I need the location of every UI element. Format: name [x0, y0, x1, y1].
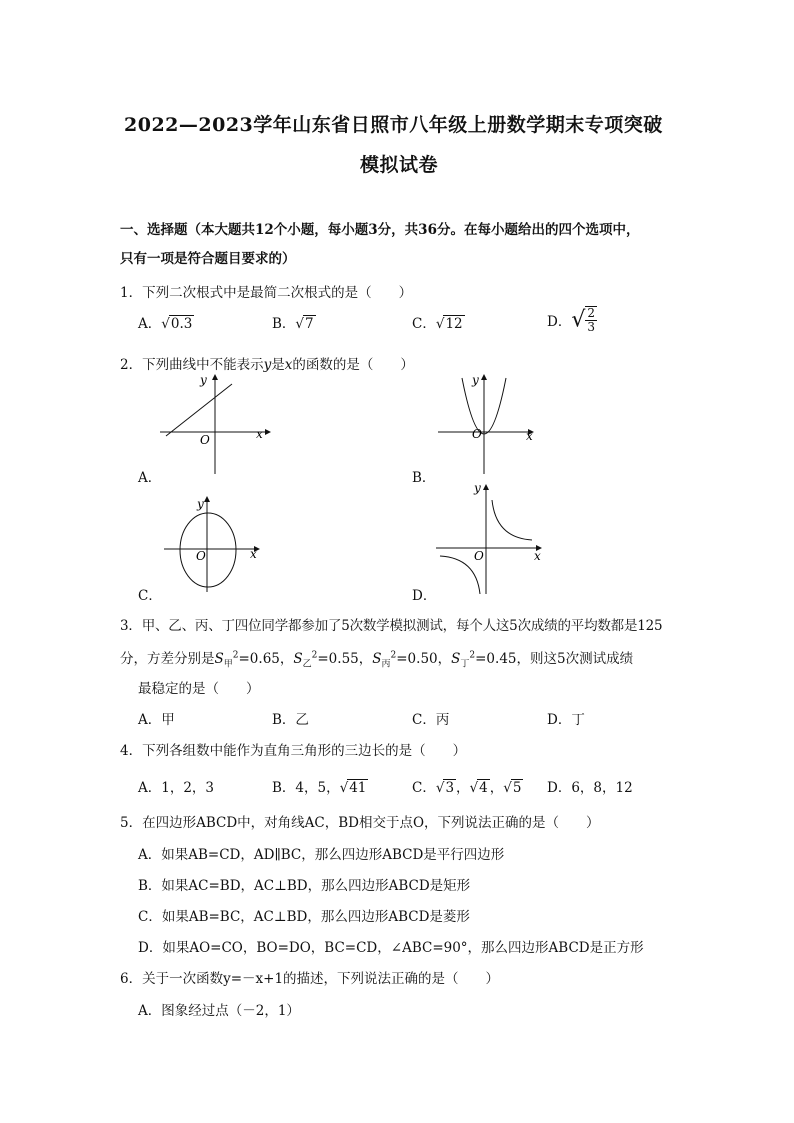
superscript: 2	[311, 650, 318, 661]
variance-symbol: S	[293, 651, 303, 667]
graph-c-ellipse	[160, 494, 270, 594]
sqrt-expression: √0.3	[161, 316, 193, 332]
stem-text: 分，方差分别是	[120, 651, 215, 667]
question-3-line3: 最稳定的是（ ）	[138, 681, 260, 697]
radicand: 5	[512, 780, 522, 796]
q1-option-a	[138, 312, 194, 332]
document-title: 2022—2023学年山东省日照市八年级上册数学期末专项突破	[124, 114, 663, 136]
question-2-stem	[120, 353, 414, 373]
axis-x-label: x	[256, 427, 263, 441]
var-x: x	[284, 357, 293, 373]
subscript: 丁	[460, 659, 470, 670]
sqrt-expression: √41	[339, 780, 367, 796]
graph-b-parabola	[432, 372, 542, 477]
q2-option-c-label: C．	[138, 588, 162, 604]
q5-option-d: D．如果AO=CO，BO=DO，BC=CD，∠ABC=90°，那么四边形ABCD是正方形	[138, 940, 644, 956]
q5-option-c: C．如果AB=BC，AC⊥BD，那么四边形ABCD是菱形	[138, 909, 470, 925]
variance-value: =0.55，	[317, 651, 373, 667]
q2-option-a-label: A．	[138, 470, 162, 486]
axis-x-label: x	[534, 549, 541, 563]
q6-option-a: A．图象经过点（－2，1）	[138, 1003, 300, 1019]
q3-option-b: B．乙	[272, 712, 309, 728]
stem-text: 2．下列曲线中不能表示	[120, 357, 264, 373]
subscript: 丙	[381, 659, 391, 670]
q4-option-a: A．1，2，3	[138, 780, 215, 796]
option-label: D．	[547, 314, 572, 330]
option-label: C．	[412, 780, 436, 796]
q4-option-c	[412, 776, 523, 796]
question-6-stem: 6．关于一次函数y=－x+1的描述，下列说法正确的是（ ）	[120, 971, 500, 987]
q2-option-d-label: D．	[412, 588, 437, 604]
superscript: 2	[390, 650, 397, 661]
variance-value: =0.50，	[396, 651, 452, 667]
variance-symbol: S	[372, 651, 382, 667]
axis-y-label: y	[200, 373, 207, 387]
superscript: 2	[469, 650, 476, 661]
stem-text: 的函数的是（ ）	[292, 357, 414, 373]
q3-option-d: D．丁	[547, 712, 585, 728]
radicand: 41	[349, 780, 367, 796]
radicand: 3	[445, 780, 455, 796]
graph-a-line	[160, 372, 275, 477]
fraction	[585, 306, 597, 334]
radicand: 12	[445, 316, 463, 332]
document-title-line2: 模拟试卷	[360, 154, 439, 176]
origin-label: O	[472, 427, 482, 441]
option-label: C．	[412, 316, 436, 332]
axis-y-label: y	[474, 482, 481, 495]
question-4-stem: 4．下列各组数中能作为直角三角形的三边长的是（ ）	[120, 743, 467, 759]
q1-option-c	[412, 312, 465, 332]
separator: ，	[456, 780, 470, 796]
sqrt-sign: √	[571, 307, 586, 333]
sqrt-expression: √7	[295, 316, 314, 332]
graph-d-hyperbola	[432, 482, 547, 597]
q3-option-a: A．甲	[138, 712, 175, 728]
variance-symbol: S	[214, 651, 224, 667]
origin-label: O	[474, 549, 484, 563]
q1-option-d	[547, 306, 597, 334]
option-label: A．	[138, 316, 162, 332]
axis-y-label: y	[472, 373, 479, 387]
q4-option-d: D．6，8，12	[547, 780, 633, 796]
radicand: 7	[305, 316, 314, 332]
q5-option-a: A．如果AB=CD，AD∥BC，那么四边形ABCD是平行四边形	[138, 847, 505, 863]
superscript: 2	[232, 650, 239, 661]
q5-option-b: B．如果AC=BD，AC⊥BD，那么四边形ABCD是矩形	[138, 878, 471, 894]
sqrt-expression: √5	[503, 780, 522, 796]
sqrt-expression: √12	[435, 316, 463, 332]
q1-option-b	[272, 312, 316, 332]
axis-x-label: x	[526, 429, 533, 443]
sqrt-expression: √3	[435, 780, 455, 796]
question-5-stem: 5．在四边形ABCD中，对角线AC，BD相交于点O，下列说法正确的是（ ）	[120, 815, 600, 831]
variance-symbol: S	[451, 651, 461, 667]
radicand: 4	[479, 780, 488, 796]
var-y: y	[263, 357, 272, 373]
q2-option-b-label: B．	[412, 470, 436, 486]
numerator: 2	[587, 306, 595, 320]
origin-label: O	[200, 433, 210, 447]
q3-option-c: C．丙	[412, 712, 450, 728]
subscript: 甲	[223, 659, 233, 670]
subscript: 乙	[302, 659, 312, 670]
axis-y-label: y	[197, 497, 204, 511]
question-1-stem: 1．下列二次根式中是最简二次根式的是（ ）	[120, 285, 413, 301]
variance-value: =0.45，则这5次测试成绩	[475, 651, 634, 667]
option-text: B．4，5，	[272, 780, 340, 796]
section-header-line2: 只有一项是符合题目要求的）	[120, 251, 296, 267]
sqrt-expression: √4	[469, 780, 488, 796]
radicand: 0.3	[170, 316, 193, 332]
option-label: B．	[272, 316, 296, 332]
origin-label: O	[196, 549, 206, 563]
question-3-line2	[120, 647, 633, 670]
variance-value: =0.65，	[238, 651, 294, 667]
separator: ，	[489, 780, 504, 796]
question-3-line1: 3．甲、乙、丙、丁四位同学都参加了5次数学模拟测试，每个人这5次成绩的平均数都是125	[120, 618, 663, 634]
section-header: 一、选择题（本大题共12个小题，每小题3分，共36分。在每小题给出的四个选项中，	[120, 222, 640, 238]
q4-option-b	[272, 776, 368, 796]
stem-text: 是	[271, 357, 285, 373]
axis-x-label: x	[250, 547, 257, 561]
denominator: 3	[587, 320, 595, 334]
